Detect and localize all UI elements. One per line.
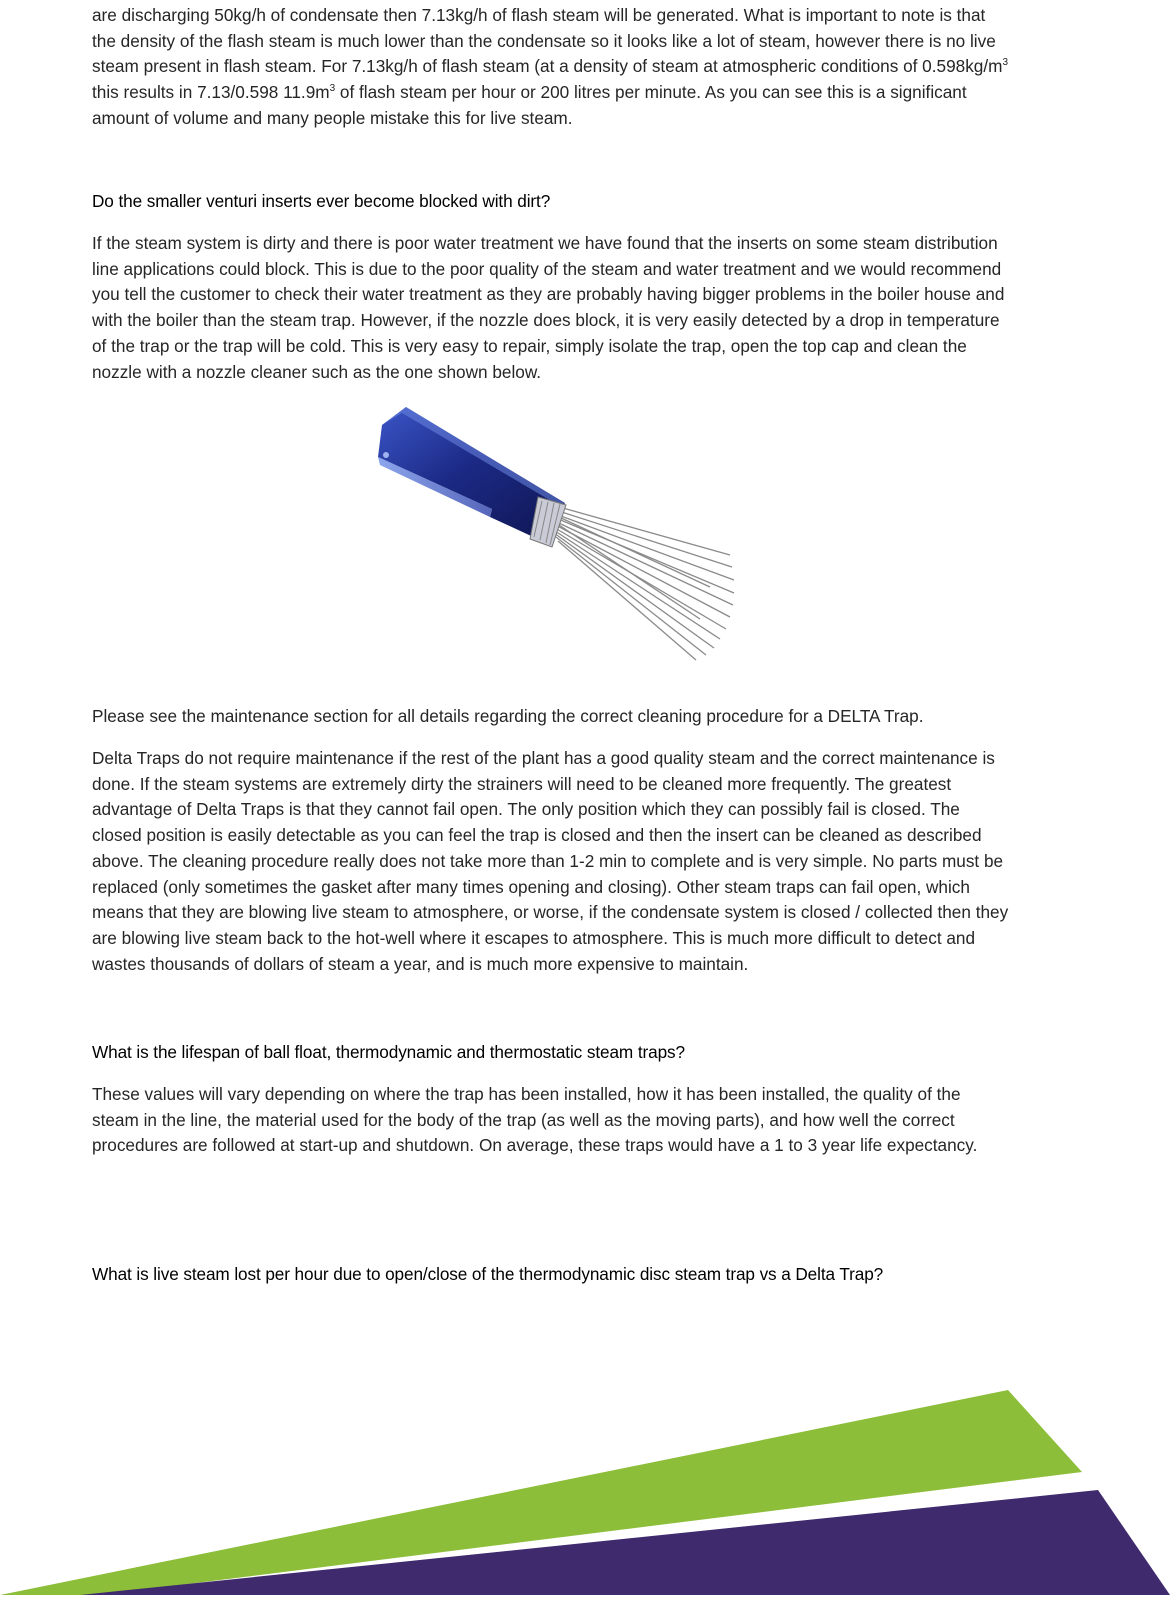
intro-paragraph xyxy=(92,3,1012,132)
footer-decoration xyxy=(0,1390,1170,1595)
answer-paragraph-blocked-inserts: If the steam system is dirty and there is poor water treatment we have found that the inserts on some steam distribution line applications could block. This is due to the poor quality of the steam and water treatment and we would recommend you tell the customer to check their water treatment as they are probably having bigger problems in the boiler house and with the boiler than the steam trap. However, if the nozzle does block, it is very easily detected by a drop in temperature of the trap or the trap will be cold. This is very easy to repair, simply isolate the trap, open the top cap and clean the nozzle with a nozzle cleaner such as the one shown below. xyxy=(92,233,1005,382)
maintenance-reference-paragraph: Please see the maintenance section for all details regarding the correct cleaning procedure for a DELTA Trap. xyxy=(92,706,924,726)
intro-text-1: are discharging 50kg/h of condensate then 7.13kg/h of flash steam will be generated. What is important to note is that the density of the flash steam is much lower than the condensate so it looks like a lot of steam, however there is no live steam present in flash steam. For 7.13kg/h of flash steam (at a density of steam at atmospheric conditions of 0.598kg/m xyxy=(92,5,1003,77)
superscript-1: 3 xyxy=(1002,57,1008,69)
intro-text-3: of flash steam per hour or 200 litres per minute. As you can see this is a significant amount of volume and many people mistake this for live steam. xyxy=(92,82,967,128)
question-heading-live-steam-loss: What is live steam lost per hour due to open/close of the thermodynamic disc steam trap vs a Delta Trap? xyxy=(92,1264,884,1284)
superscript-2: 3 xyxy=(329,83,336,95)
question-heading-blocked-inserts: Do the smaller venturi inserts ever become blocked with dirt? xyxy=(92,191,551,211)
footer-triangles-graphic xyxy=(0,1390,1170,1595)
maintenance-benefits-paragraph: Delta Traps do not require maintenance if the rest of the plant has a good quality steam and the correct maintenance is done. If the steam systems are extremely dirty the strainers will need to be cleaned more frequently. The greatest advantage of Delta Traps is that they cannot fail open. The only position which they can possibly fail is closed. The closed position is easily detectable as you can feel the trap is closed and then the insert can be cleaned as described above. The cleaning procedure really does not take more than 1-2 min to complete and is very simple. No parts must be replaced (only sometimes the gasket after many times opening and closing). Other steam traps can fail open, which means that they are blowing live steam to atmosphere, or worse, if the condensate system is closed / collected then they are blowing live steam back to the hot-well where it escapes to atmosphere. This is much more difficult to detect and wastes thousands of dollars of steam a year, and is much more expensive to maintain. xyxy=(92,748,1009,974)
nozzle-cleaner-photo xyxy=(370,405,738,663)
question-heading-lifespan: What is the lifespan of ball float, thermodynamic and thermostatic steam traps? xyxy=(92,1042,685,1062)
intro-text-2: this results in 7.13/0.598 11.9m xyxy=(92,82,330,103)
answer-paragraph-lifespan: These values will vary depending on where the trap has been installed, how it has been installed, the quality of the steam in the line, the material used for the body of the trap (as well as the moving parts), and how well the correct procedures are followed at start-up and shutdown. On average, these traps would have a 1 to 3 year life expectancy. xyxy=(92,1084,978,1156)
nozzle-cleaner-illustration xyxy=(370,405,738,663)
